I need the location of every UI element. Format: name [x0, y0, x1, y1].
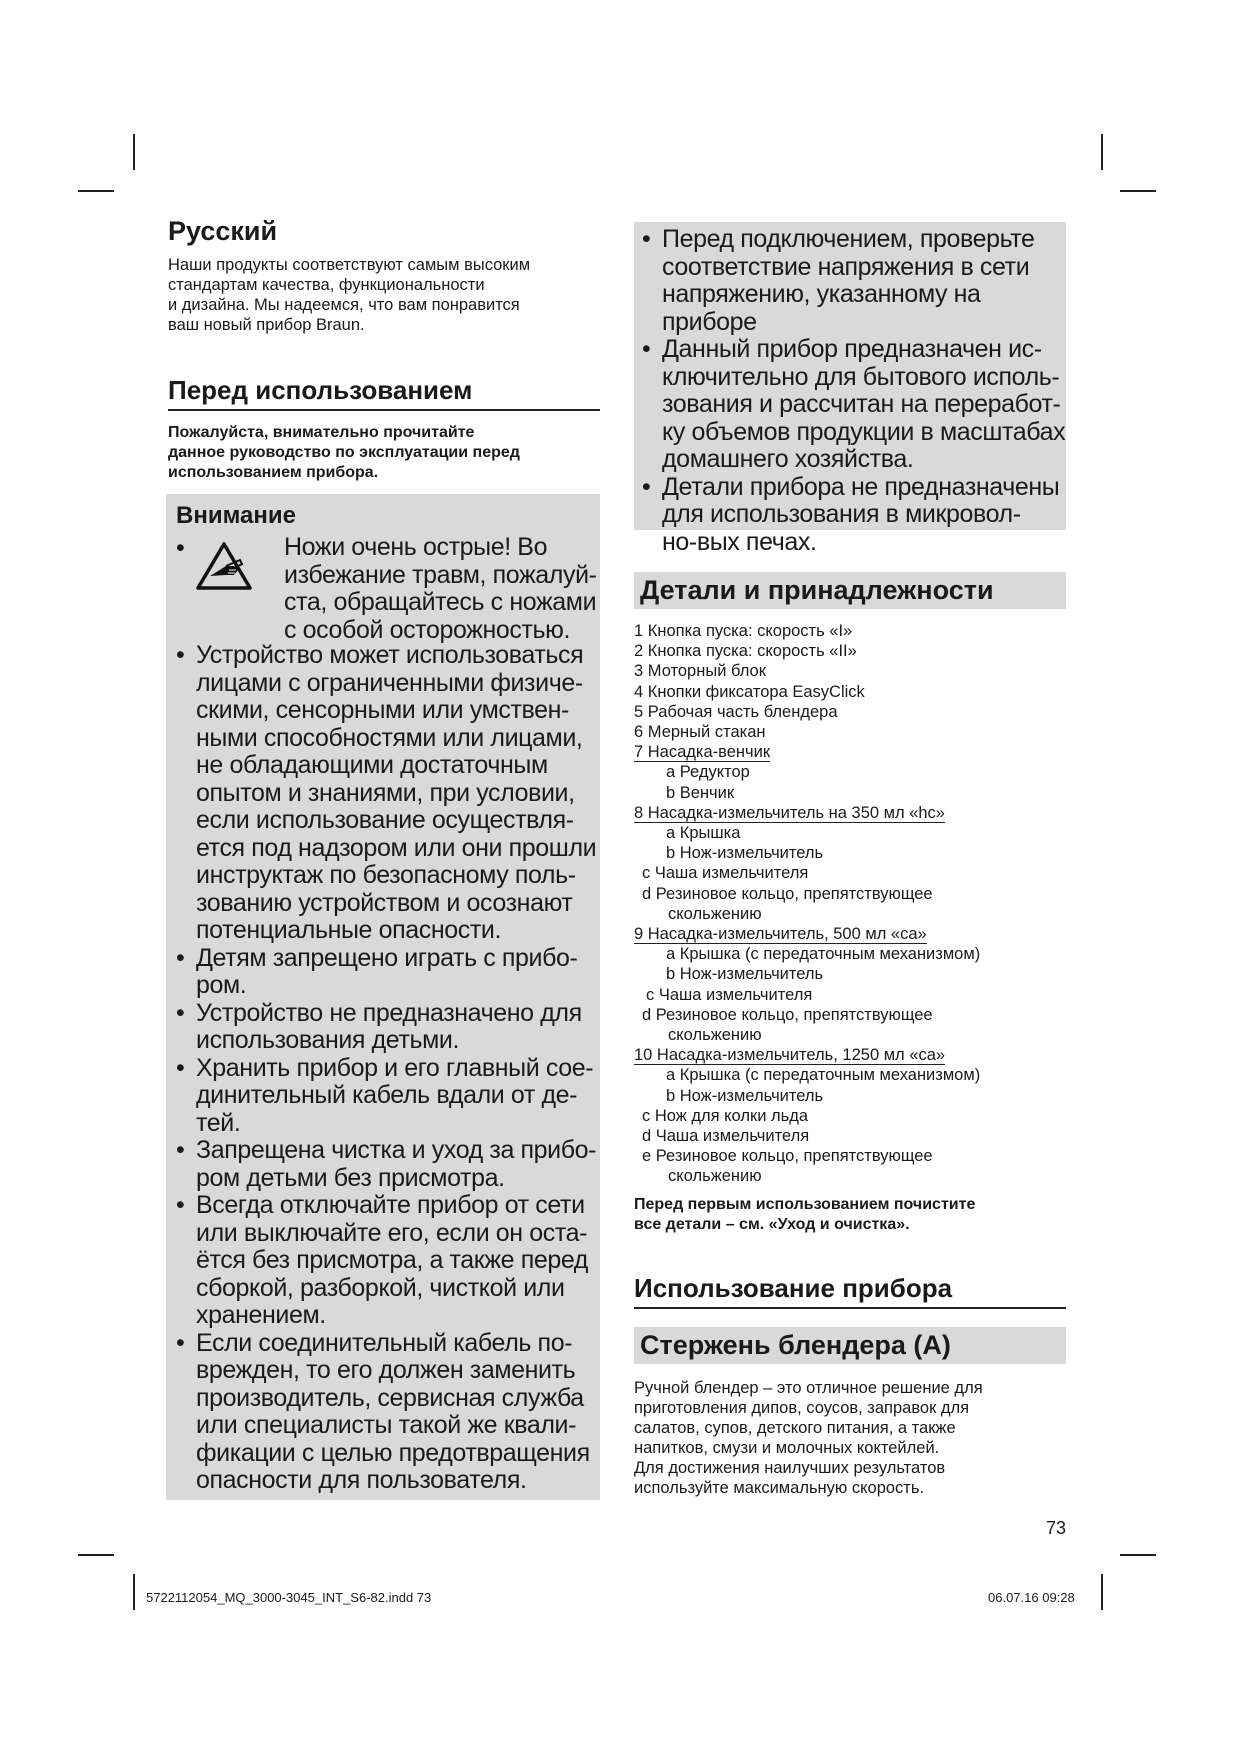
part-item: 7 Насадка-венчик — [634, 743, 771, 762]
part-subitem: d Резиновое кольцо, препятствующее — [642, 884, 933, 903]
part-subitem: e Резиновое кольцо, препятствующее — [642, 1147, 933, 1166]
part-item: 9 Насадка-измельчитель, 500 мл «ca» — [634, 925, 927, 944]
parts-section — [634, 572, 1066, 1498]
language-title: Русский — [168, 216, 278, 246]
before-use-notice: Пожалуйста, внимательно прочитайте данное руководство по эксплуатации перед использованием прибора. — [168, 424, 520, 481]
warning-item-knives — [172, 534, 600, 644]
part-item: 4 Кнопки фиксатора EasyClick — [634, 682, 865, 701]
usage-text: Ручной блендер – это отличное решение для приготовления дипов, соусов, заправок для салатов, супов, детского питания, а также напитков, смузи и молочных коктейлей. Для достижения наилучших результатов используйте максимальную скорость. — [634, 1378, 983, 1497]
part-subitem: скольжению — [668, 1026, 762, 1045]
part-subitem: скольжению — [668, 904, 762, 923]
warning-item: • Детали прибора не предназначены для использования в микровол- но-вых печах. — [642, 472, 1060, 556]
part-subitem: d Чаша измельчителя — [642, 1127, 810, 1146]
page-number: 73 — [1046, 1518, 1067, 1538]
part-item: 2 Кнопка пуска: скорость «II» — [634, 642, 857, 661]
part-subitem: c Чаша измельчителя — [646, 985, 813, 1004]
warning-item: • Всегда отключайте прибор от сети или выключайте его, если он оста- ётся без присмотра, а также перед сборкой, разборкой, чисткой или хранением. — [176, 1191, 588, 1329]
warning-item-knives-text: Ножи очень острые! Во избежание травм, пожалуй- ста, обращайтесь с ножами с особой осторожностью. — [284, 533, 597, 644]
part-subitem: b Нож-измельчитель — [666, 844, 824, 863]
part-item: 10 Насадка-измельчитель, 1250 мл «ca» — [634, 1046, 946, 1065]
parts-title: Детали и принадлежности — [634, 572, 1066, 609]
part-item: 3 Моторный блок — [634, 662, 766, 681]
part-subitem: c Нож для колки льда — [642, 1106, 809, 1125]
crop-mark — [1120, 1554, 1156, 1556]
part-subitem: a Крышка (с передаточным механизмом) — [666, 945, 981, 964]
warning-list-continued — [638, 226, 1066, 556]
part-item: 1 Кнопка пуска: скорость «I» — [634, 622, 853, 640]
warning-item: • Устройство может использоваться лицами с ограниченными физиче- скими, сенсорными или умствен- ными способностями или лицами, не обладающими достаточным опытом и знаниями, при условии, если использование осуществля- ется под надзором или они прошли инструктаж по безопасному поль- зованию устройством и осознают потенциальные опасности. — [176, 641, 597, 944]
warning-box — [166, 494, 600, 1500]
warning-item: • Хранить прибор и его главный сое- динительный кабель вдали от де- тей. — [176, 1053, 594, 1137]
usage-title: Использование прибора — [634, 1273, 1066, 1309]
parts-list — [634, 621, 1066, 1187]
parts-note: Перед первым использованием почистите все детали – см. «Уход и очистка». — [634, 1195, 976, 1233]
warning-item: • Перед подключением, проверьте соответствие напряжения в сети напряжению, указанному на приборе — [642, 225, 1035, 336]
warning-item: • Устройство не предназначено для использования детьми. — [176, 998, 582, 1054]
footer-date: 06.07.16 09:28 — [988, 1590, 1075, 1605]
warning-list — [172, 642, 600, 1495]
crop-mark — [133, 1574, 135, 1610]
crop-mark — [78, 1554, 114, 1556]
part-item: 5 Рабочая часть блендера — [634, 702, 838, 721]
warning-item: • Если соединительный кабель по- врежден, то его должен заменить производитель, сервисная служба или специалисты такой же квали- фикации с целью предотвращения опасности для пользователя. — [176, 1328, 590, 1494]
intro-text: Наши продукты соответствуют самым высоким стандартам качества, функциональности и дизайна. Мы надеемся, что вам понравится ваш новый прибор Braun. — [168, 256, 531, 334]
part-subitem: скольжению — [668, 1167, 762, 1186]
crop-mark — [78, 190, 114, 192]
bullet: • — [176, 534, 185, 562]
part-subitem: b Нож-измельчитель — [666, 1086, 824, 1105]
crop-mark — [1101, 134, 1103, 170]
footer-file: 5722112054_MQ_3000-3045_INT_S6-82.indd 73 — [146, 1590, 432, 1605]
part-subitem: b Нож-измельчитель — [666, 965, 824, 984]
left-column — [168, 216, 600, 483]
part-subitem: b Венчик — [666, 783, 735, 802]
part-subitem: c Чаша измельчителя — [642, 864, 809, 883]
crop-mark — [1120, 190, 1156, 192]
warning-item: • Детям запрещено играть с прибо- ром. — [176, 943, 578, 999]
before-use-title: Перед использованием — [168, 375, 600, 411]
part-item: 6 Мерный стакан — [634, 723, 766, 742]
warning-box-continued — [634, 222, 1066, 556]
part-subitem: a Крышка (с передаточным механизмом) — [666, 1066, 981, 1085]
warning-item: • Запрещена чистка и уход за прибо- ром детьми без присмотра. — [176, 1136, 597, 1192]
part-subitem: a Крышка — [666, 824, 741, 843]
crop-mark — [1101, 1574, 1103, 1610]
part-subitem: a Редуктор — [666, 763, 750, 782]
warning-item: • Данный прибор предназначен ис- ключительно для бытового исполь- зования и рассчитан на переработ- ку объемов продукции в масштабах домашнего хозяйства. — [642, 335, 1066, 473]
part-item: 8 Насадка-измельчитель на 350 мл «hc» — [634, 803, 945, 822]
sharp-blade-warning-icon — [196, 542, 252, 590]
warning-title: Внимание — [176, 502, 296, 529]
usage-subtitle: Стержень блендера (A) — [634, 1327, 1066, 1364]
part-subitem: d Резиновое кольцо, препятствующее — [642, 1005, 933, 1024]
crop-mark — [133, 134, 135, 170]
